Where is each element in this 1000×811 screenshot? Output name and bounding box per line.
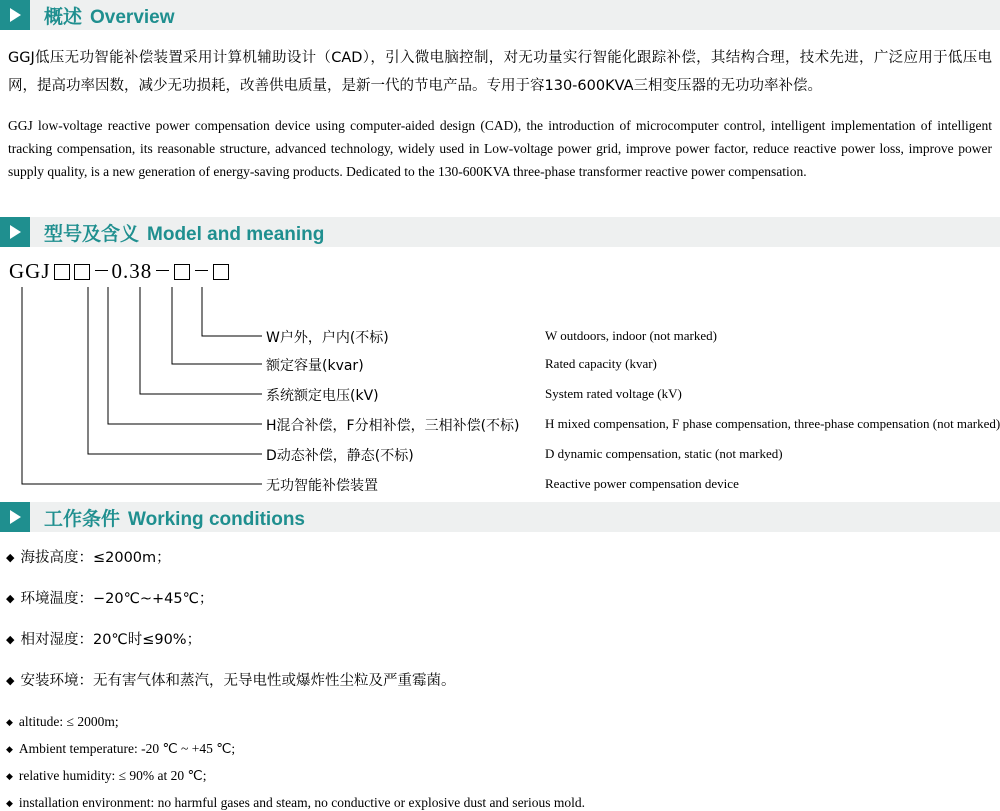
list-item-label: 海拔高度：≤2000m； bbox=[20, 550, 171, 566]
list-item bbox=[6, 626, 1000, 655]
list-item-label: Ambient temperature: -20 ℃ ~ +45 ℃; bbox=[18, 741, 236, 756]
model-code-voltage: 0.38 bbox=[111, 259, 153, 283]
model-label-cn-6: 无功智能补偿装置 bbox=[266, 478, 378, 494]
list-item bbox=[6, 544, 1000, 573]
model-label-cn-3: 系统额定电压(kV) bbox=[266, 388, 379, 404]
model-label-en-1: W outdoors, indoor (not marked) bbox=[545, 328, 717, 343]
diamond-bullet-icon: ◆ bbox=[6, 674, 15, 687]
model-label-en-5: D dynamic compensation, static (not marked) bbox=[545, 446, 783, 461]
section-header-working-conditions bbox=[0, 502, 1000, 532]
model-label-cn-4: H混合补偿，F分相补偿，三相补偿(不标) bbox=[266, 418, 520, 434]
diamond-bullet-icon: ◆ bbox=[6, 771, 13, 781]
list-item-label: 安装环境：无有害气体和蒸汽，无导电性或爆炸性尘粒及严重霉菌。 bbox=[20, 673, 456, 689]
section-title-cn: 概述 bbox=[44, 5, 83, 28]
section-title-en: Overview bbox=[90, 6, 175, 28]
list-item-label: 相对湿度：20℃时≤90%； bbox=[20, 632, 202, 648]
section-title-en: Working conditions bbox=[128, 508, 305, 530]
diamond-bullet-icon: ◆ bbox=[6, 633, 15, 646]
diamond-bullet-icon: ◆ bbox=[6, 592, 15, 605]
list-item bbox=[6, 741, 1000, 757]
list-item-label: 环境温度：−20℃~+45℃； bbox=[20, 591, 214, 607]
model-label-cn-1: W户外，户内(不标) bbox=[266, 330, 389, 346]
section-title-en: Model and meaning bbox=[147, 223, 325, 245]
model-label-cn-5: D动态补偿，静态(不标) bbox=[266, 448, 414, 464]
leader-lines bbox=[0, 247, 1000, 502]
list-item bbox=[6, 667, 1000, 696]
section-title-group bbox=[44, 504, 305, 531]
triangle-marker-icon bbox=[0, 217, 30, 247]
overview-paragraph-en: GGJ low-voltage reactive power compensation device using computer-aided design (CAD), the introduction of microcomputer control, intelligent implementation of intelligent tracking compensation, its reasonable structure, advanced technology, widely used in Low-voltage power grid, improve power factor, reduce reactive power loss, improve power supply quality, is a new generation of energy-saving products. Dedicated to the 130-600KVA three-phase transformer reactive power compensation. bbox=[8, 118, 992, 179]
model-label-en-3: System rated voltage (kV) bbox=[545, 386, 682, 401]
triangle-marker-icon bbox=[0, 0, 30, 30]
model-label-en-4: H mixed compensation, F phase compensation, three-phase compensation (not marked) bbox=[545, 416, 1000, 431]
model-label-en-6: Reactive power compensation device bbox=[545, 476, 739, 491]
diamond-bullet-icon: ◆ bbox=[6, 798, 13, 808]
list-item-label: installation environment: no harmful gases and steam, no conductive or explosive dust and serious mold. bbox=[18, 795, 586, 810]
section-title-group bbox=[44, 219, 324, 246]
model-label-cn-2: 额定容量(kvar) bbox=[266, 358, 364, 374]
overview-body bbox=[0, 44, 1000, 183]
working-conditions-list-cn bbox=[0, 544, 1000, 696]
diamond-bullet-icon: ◆ bbox=[6, 717, 13, 727]
section-header-overview bbox=[0, 0, 1000, 30]
list-item-label: altitude: ≤ 2000m; bbox=[18, 714, 119, 729]
triangle-marker-icon bbox=[0, 502, 30, 532]
list-item-label: relative humidity: ≤ 90% at 20 ℃; bbox=[18, 768, 207, 783]
model-code-prefix: GGJ bbox=[9, 259, 51, 283]
list-item bbox=[6, 714, 1000, 730]
list-item bbox=[6, 768, 1000, 784]
list-item bbox=[6, 795, 1000, 811]
section-header-model bbox=[0, 217, 1000, 247]
overview-paragraph-cn: GGJ低压无功智能补偿装置采用计算机辅助设计（CAD），引入微电脑控制，对无功量实行智能化跟踪补偿，其结构合理，技术先进，广泛应用于低压电网，提高功率因数，减少无功损耗，改善供电质量，是新一代的节电产品。专用于容130-600KVA三相变压器的无功功率补偿。 bbox=[8, 50, 992, 94]
section-title-cn: 工作条件 bbox=[44, 507, 121, 530]
section-title-group bbox=[44, 2, 175, 29]
list-item bbox=[6, 585, 1000, 614]
model-diagram bbox=[0, 247, 1000, 502]
model-label-en-2: Rated capacity (kvar) bbox=[545, 356, 657, 371]
working-conditions-list-en bbox=[0, 714, 1000, 811]
diamond-bullet-icon: ◆ bbox=[6, 551, 15, 564]
diamond-bullet-icon: ◆ bbox=[6, 744, 13, 754]
section-title-cn: 型号及含义 bbox=[44, 222, 140, 245]
